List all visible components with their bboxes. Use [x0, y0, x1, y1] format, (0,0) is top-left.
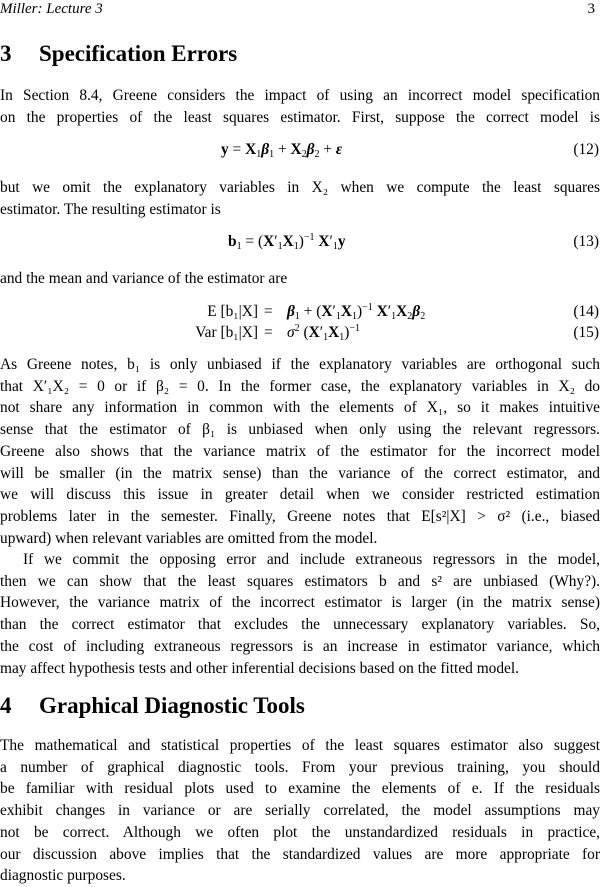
- text-line: exhibit changes in variance or are serially correlated, the model assumptions may: [0, 802, 600, 820]
- section-3-pre-moments: [0, 268, 600, 290]
- text-line: sense that the estimator of β₁ is unbiased when only using the relevant regressors.: [0, 421, 600, 439]
- running-header-title: Miller: Lecture 3: [0, 1, 103, 17]
- text-line: Greene also shows that the variance matrix of the estimator for the incorrect model: [0, 442, 600, 460]
- text-line: The mathematical and statistical properties of the least squares estimator also suggest: [0, 737, 600, 754]
- equation-14-lhs: E [b₁|X]: [207, 303, 258, 320]
- text-line: diagnostic purposes.: [0, 867, 126, 885]
- text-line: not share any information in common with the elements of X₁, so it makes intuitive: [0, 399, 600, 417]
- equation-15-lhs: Var [b₁|X]: [195, 324, 258, 341]
- section-3-paragraph-2: [0, 549, 600, 679]
- text-line: that X′₁X₂ = 0 or if β₂ = 0. In the former case, the explanatory variables in X₂ do: [0, 377, 600, 395]
- section-3-number: 3: [0, 41, 12, 66]
- text-line: problems later in the semester. Finally, Greene notes that E[s²|X] > σ² (i.e., biased: [0, 507, 600, 525]
- text-line: not be correct. Although we often plot the unstandardized residuals in practice,: [0, 823, 600, 841]
- text-line: will be smaller (in the matrix sense) than the variance of the correct estimator, and: [0, 464, 600, 482]
- text-line: may affect hypothesis tests and other inferential decisions based on the fitted model.: [0, 659, 520, 677]
- section-3-paragraph-1: [0, 354, 600, 549]
- equals-sign: =: [264, 303, 273, 320]
- section-3-intro: [0, 85, 600, 128]
- section-4-heading: [0, 692, 305, 720]
- equation-12-number: (12): [573, 141, 599, 158]
- text-line: upward) when relevant variables are omitted from the model.: [0, 529, 378, 547]
- equation-15-number: (15): [573, 324, 599, 341]
- page-number: 3: [587, 1, 595, 17]
- equals-sign: =: [264, 324, 273, 341]
- text-line: As Greene notes, b₁ is only unbiased if the explanatory variables are orthogonal such: [0, 356, 600, 373]
- equation-13-number: (13): [573, 233, 599, 250]
- text-line: be familiar with residual plots used to examine the elements of e. If the residuals: [0, 780, 600, 798]
- section-4-number: 4: [0, 693, 12, 718]
- text-line: then we can show that the least squares estimators b and s² are unbiased (Why?).: [0, 572, 600, 590]
- text-line: than the correct estimator that excludes the unnecessary explanatory variables. So,: [0, 616, 600, 634]
- equation-12-body: $y = X_1\beta_1 + X_2\beta_2 + \varepsilon$: [221, 141, 343, 160]
- section-3-heading: [0, 40, 237, 68]
- equation-13-body: $b_1 = (X'_1X_1)^{-1}$ $X'_1y$: [228, 232, 346, 252]
- text-line: and the mean and variance of the estimator are: [0, 270, 288, 287]
- text-line: In Section 8.4, Greene considers the impact of using an incorrect model specification: [0, 87, 600, 104]
- section-3-title: Specification Errors: [39, 41, 238, 66]
- text-line: If we commit the opposing error and include extraneous regressors in the model,: [23, 551, 600, 568]
- text-line: estimator. The resulting estimator is: [0, 200, 221, 218]
- text-line: our discussion above implies that the standardized values are more appropriate for: [0, 845, 600, 863]
- section-4-title: Graphical Diagnostic Tools: [39, 693, 305, 718]
- text-line: a number of graphical diagnostic tools. From your previous training, you should: [0, 758, 600, 776]
- text-line: we will discuss this issue in greater detail when we consider restricted estimation: [0, 486, 600, 504]
- text-line: but we omit the explanatory variables in X₂ when we compute the least squares: [0, 179, 600, 196]
- section-4-paragraph: [0, 735, 600, 887]
- section-3-omitted-text: [0, 177, 600, 220]
- text-line: on the properties of the least squares estimator. First, suppose the correct model is: [0, 108, 600, 126]
- text-line: the cost of including extraneous regressors is an increase in estimator variance, which: [0, 637, 600, 655]
- text-line: However, the variance matrix of the incorrect estimator is larger (in the matrix sense): [0, 594, 600, 612]
- equation-15-rhs: $\sigma^2$ $(X'_1X_1)^{-1}$: [287, 323, 360, 343]
- equation-14-number: (14): [573, 303, 599, 320]
- equation-14-rhs: $\beta_1 + (X'_1X_1)^{-1}$ $X'_1X_2\beta_2$: [287, 302, 426, 322]
